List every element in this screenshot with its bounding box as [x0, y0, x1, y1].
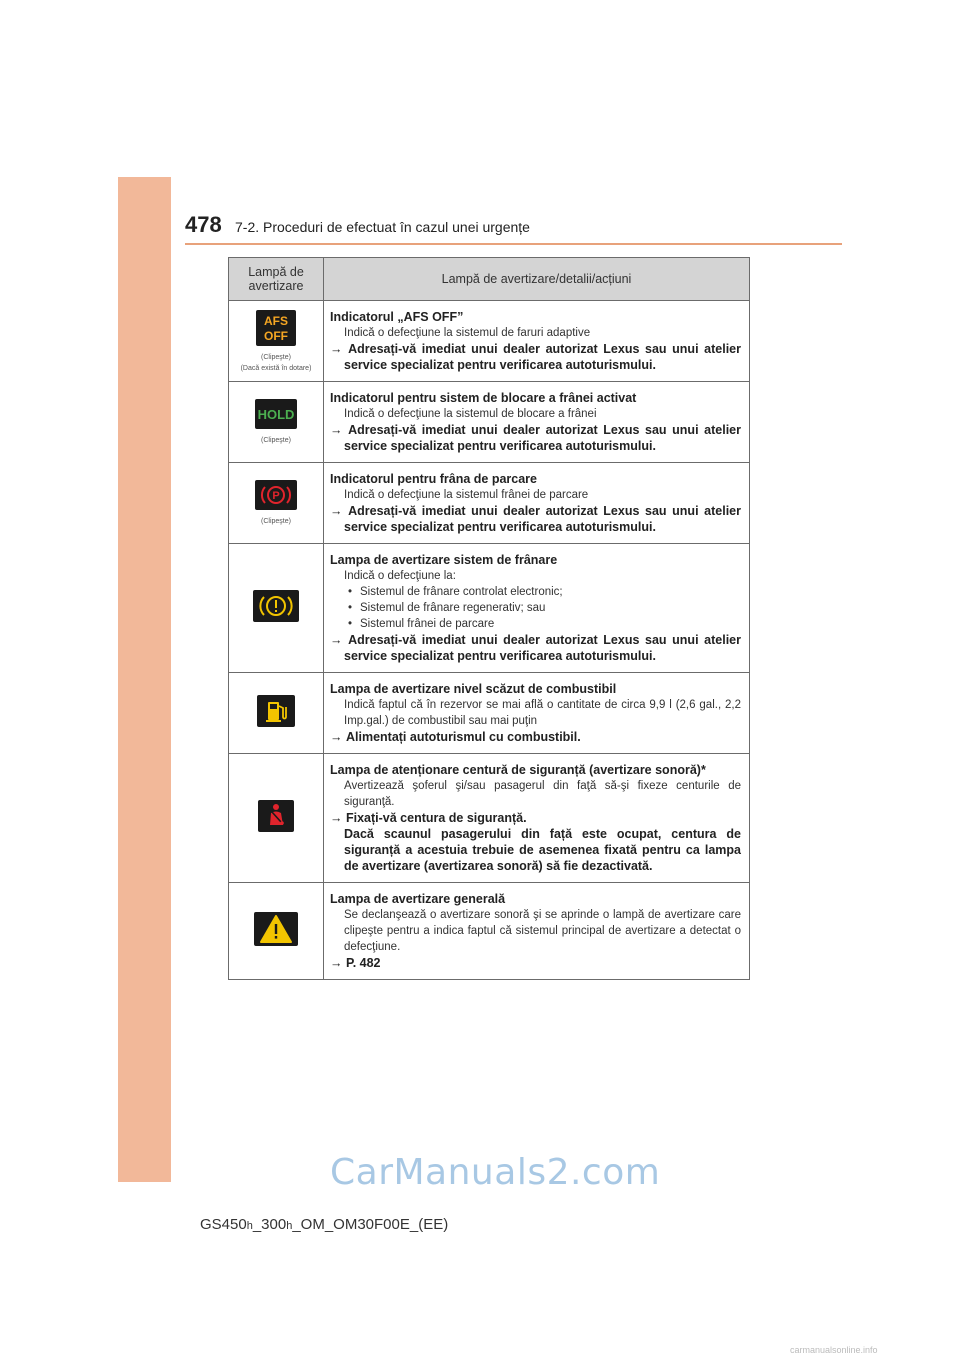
lamp-description: Indică o defecţiune la:: [344, 570, 456, 582]
lamp-description: Indică faptul că în rezervor se mai află o cantitate de circa 9,9 l (2,6 gal., 2,2 Imp.gal.) de combustibil sau mai puţin: [344, 699, 741, 727]
lamp-caption: (Clipeşte): [261, 437, 291, 444]
hold-icon: [255, 399, 297, 429]
lamp-note: Dacă scaunul pasagerului din față este ocupat, centura de siguranță a acestuia trebuie de asemenea fixată pentru ca lampa de avertizare (avertizarea sonoră) să fie dezactivată.: [344, 827, 741, 873]
section-title: 7-2. Proceduri de efectuat în cazul unei urgențe: [235, 219, 530, 235]
svg-text:AFS: AFS: [264, 313, 288, 328]
header-rule: [185, 243, 842, 245]
table-header-row: [229, 258, 750, 301]
lamp-title: Lampa de avertizare generală: [330, 892, 506, 906]
table-row: [229, 544, 750, 673]
lamp-description: Indică o defecţiune la sistemul de faruri adaptive: [344, 327, 591, 339]
lamp-action: → Fixați-vă centura de siguranță.: [330, 811, 527, 825]
lamp-description: Se declanşează o avertizare sonoră şi se aprinde o lampă de avertizare care clipeşte pentru a indica faptul că sistemul principal de avertizare a detectat o defecţiune.: [344, 909, 741, 953]
list-item: • Sistemul de frânare controlat electronic;: [330, 584, 741, 600]
lamp-action: → Adresați-vă imediat unui dealer autorizat Lexus sau unui atelier service specializat pentru verificarea autoturismului.: [330, 633, 741, 663]
warning-lamp-table: [228, 257, 750, 980]
lamp-caption-optional: (Dacă există în dotare): [240, 364, 312, 372]
lamp-caption: (Clipeşte): [261, 518, 291, 525]
lamp-description: Avertizează şoferul şi/sau pasagerul din faţă să-şi fixeze centurile de siguranţă.: [344, 780, 741, 808]
brake-warning-icon: [253, 590, 299, 622]
lamp-description: Indică o defecţiune la sistemul de blocare a frânei: [344, 408, 597, 420]
parking-brake-icon: [255, 480, 297, 510]
lamp-title: Indicatorul pentru frâna de parcare: [330, 472, 537, 486]
svg-text:OFF: OFF: [264, 328, 288, 343]
master-warning-icon: [254, 912, 298, 946]
table-row: [229, 382, 750, 463]
watermark: CarManuals2.com: [330, 1152, 661, 1193]
lamp-action: → Alimentați autoturismul cu combustibil.: [330, 730, 581, 744]
list-item: • Sistemul frânei de parcare: [330, 616, 741, 632]
watermark-url: carmanualsonline.info: [790, 1345, 878, 1355]
column-header-lamp: Lampă de avertizare: [229, 258, 324, 301]
page-number: 478: [185, 212, 222, 237]
arrow-right-icon: →: [330, 730, 346, 744]
lamp-action: → Adresați-vă imediat unui dealer autorizat Lexus sau unui atelier service specializat pentru verificarea autoturismului.: [330, 423, 741, 453]
column-header-details: Lampă de avertizare/detalii/acțiuni: [324, 258, 750, 301]
page-reference-link[interactable]: → P. 482: [330, 956, 381, 970]
lamp-title: Lampa de avertizare sistem de frânare: [330, 553, 558, 567]
lamp-title: Lampa de atenționare centură de siguranță (avertizare sonoră)*: [330, 763, 706, 777]
table-row: [229, 463, 750, 544]
afs-off-icon: [256, 310, 296, 346]
lamp-caption: (Clipeşte): [261, 353, 291, 361]
lamp-action: → Adresați-vă imediat unui dealer autorizat Lexus sau unui atelier service specializat pentru verificarea autoturismului.: [330, 504, 741, 534]
arrow-right-icon: →: [330, 342, 349, 356]
table-row: [229, 754, 750, 883]
arrow-right-icon: →: [330, 423, 349, 437]
table-row: [229, 883, 750, 980]
list-item: • Sistemul de frânare regenerativ; sau: [330, 600, 741, 616]
lamp-title: Indicatorul pentru sistem de blocare a frânei activat: [330, 391, 637, 405]
arrow-right-icon: →: [330, 956, 346, 970]
lamp-action: → Adresați-vă imediat unui dealer autorizat Lexus sau unui atelier service specializat pentru verificarea autoturismului.: [330, 342, 741, 372]
fuel-icon: [257, 695, 295, 727]
lamp-description: Indică o defecţiune la sistemul frânei de parcare: [344, 489, 589, 501]
seatbelt-icon: [258, 800, 294, 832]
arrow-right-icon: →: [330, 504, 349, 518]
side-tab-band: [118, 177, 171, 1182]
arrow-right-icon: →: [330, 633, 349, 647]
svg-text:HOLD: HOLD: [257, 407, 295, 422]
lamp-title: Indicatorul „AFS OFF”: [330, 310, 464, 324]
arrow-right-icon: →: [330, 811, 346, 825]
table-row: [229, 301, 750, 382]
table-row: [229, 673, 750, 754]
lamp-title: Lampa de avertizare nivel scăzut de combustibil: [330, 682, 617, 696]
footer-document-code: GS450h_300h_OM_OM30F00E_(EE): [200, 1216, 449, 1233]
svg-text:P: P: [272, 490, 280, 502]
